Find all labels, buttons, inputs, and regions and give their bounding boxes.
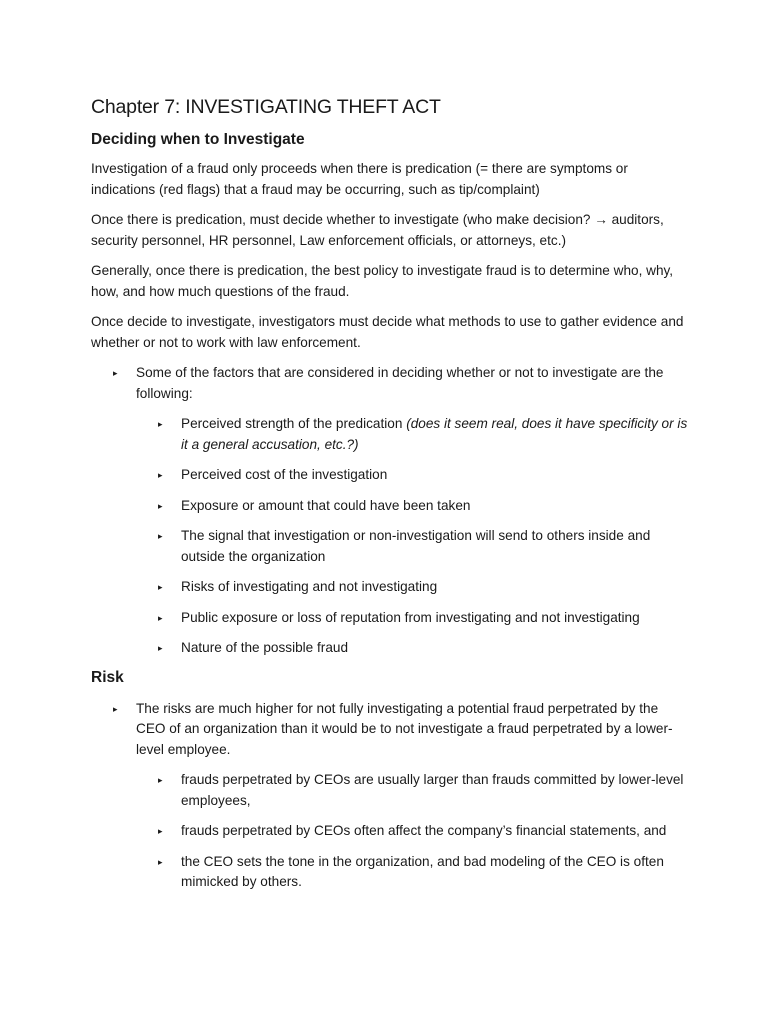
list-item [91, 852, 688, 893]
list-item [91, 638, 688, 659]
list-item-text: Nature of the possible fraud [181, 640, 349, 655]
paragraph: Once there is predication, must decide whether to investigate (who make decision? → auditors, security personnel, HR personnel, Law enforcement officials, or attorneys, etc.) [91, 212, 664, 248]
list-item [91, 465, 688, 486]
list-item [91, 363, 688, 659]
list-item-text: Exposure or amount that could have been taken [181, 497, 471, 513]
list-item [91, 526, 688, 567]
list-item-italic-note: (does it seem real, does it have specificity or is it a general accusation, etc.?) [181, 416, 688, 452]
list-item-text: the CEO sets the tone in the organization, and bad modeling of the CEO is often mimicked by others. [181, 853, 664, 889]
triangle-bullet-icon: ▸ [158, 582, 163, 592]
risk-list [91, 699, 688, 893]
section-heading-deciding: Deciding when to Investigate [91, 131, 305, 148]
risk-reasons-sublist [136, 770, 688, 893]
list-item [91, 770, 688, 811]
triangle-bullet-icon: ▸ [158, 826, 163, 836]
triangle-bullet-icon: ▸ [158, 612, 163, 623]
triangle-bullet-icon: ▸ [158, 643, 163, 653]
list-item [91, 608, 688, 629]
section-body-deciding [91, 159, 688, 353]
list-item-text: Risks of investigating and not investigating [181, 579, 438, 594]
list-item [91, 821, 688, 842]
paragraph: Generally, once there is predication, the best policy to investigate fraud is to determine who, why, how, and how much questions of the fraud. [91, 263, 674, 299]
triangle-bullet-icon: ▸ [113, 368, 118, 378]
list-item-text: frauds perpetrated by CEOs often affect the company’s financial statements, and [181, 823, 667, 838]
factors-sublist [136, 414, 688, 659]
triangle-bullet-icon: ▸ [113, 703, 118, 714]
list-item [91, 699, 688, 893]
triangle-bullet-icon: ▸ [158, 531, 163, 541]
section-heading-risk: Risk [91, 668, 124, 686]
list-item-text: Perceived strength of the predication [181, 416, 407, 431]
triangle-bullet-icon: ▸ [158, 775, 163, 785]
list-item [91, 577, 688, 598]
list-item [91, 496, 688, 517]
factors-list [91, 363, 688, 659]
list-item-text: The risks are much higher for not fully investigating a potential fraud perpetrated by the CEO of an organization than it would be to not investigate a fraud perpetrated by a lower-level employee. [136, 700, 673, 757]
list-item-text: The signal that investigation or non-investigation will send to others inside and outside the organization [181, 528, 651, 564]
list-item-text: frauds perpetrated by CEOs are usually larger than frauds committed by lower-level employees, [181, 772, 684, 808]
list-item-text: Some of the factors that are considered in deciding whether or not to investigate are the following: [136, 365, 664, 401]
triangle-bullet-icon: ▸ [158, 470, 163, 480]
paragraph: Investigation of a fraud only proceeds when there is predication (= there are symptoms or indications (red flags) that a fraud may be occurring, such as tip/complaint) [91, 161, 628, 197]
triangle-bullet-icon: ▸ [158, 500, 163, 511]
chapter-title: Chapter 7: INVESTIGATING THEFT ACT [91, 96, 441, 118]
triangle-bullet-icon: ▸ [158, 856, 163, 867]
paragraph: Once decide to investigate, investigators must decide what methods to use to gather evidence and whether or not to work with law enforcement. [91, 314, 684, 350]
list-item-text: Public exposure or loss of reputation from investigating and not investigating [181, 609, 640, 625]
triangle-bullet-icon: ▸ [158, 419, 163, 429]
list-item-text: Perceived cost of the investigation [181, 467, 388, 482]
list-item [91, 414, 688, 455]
